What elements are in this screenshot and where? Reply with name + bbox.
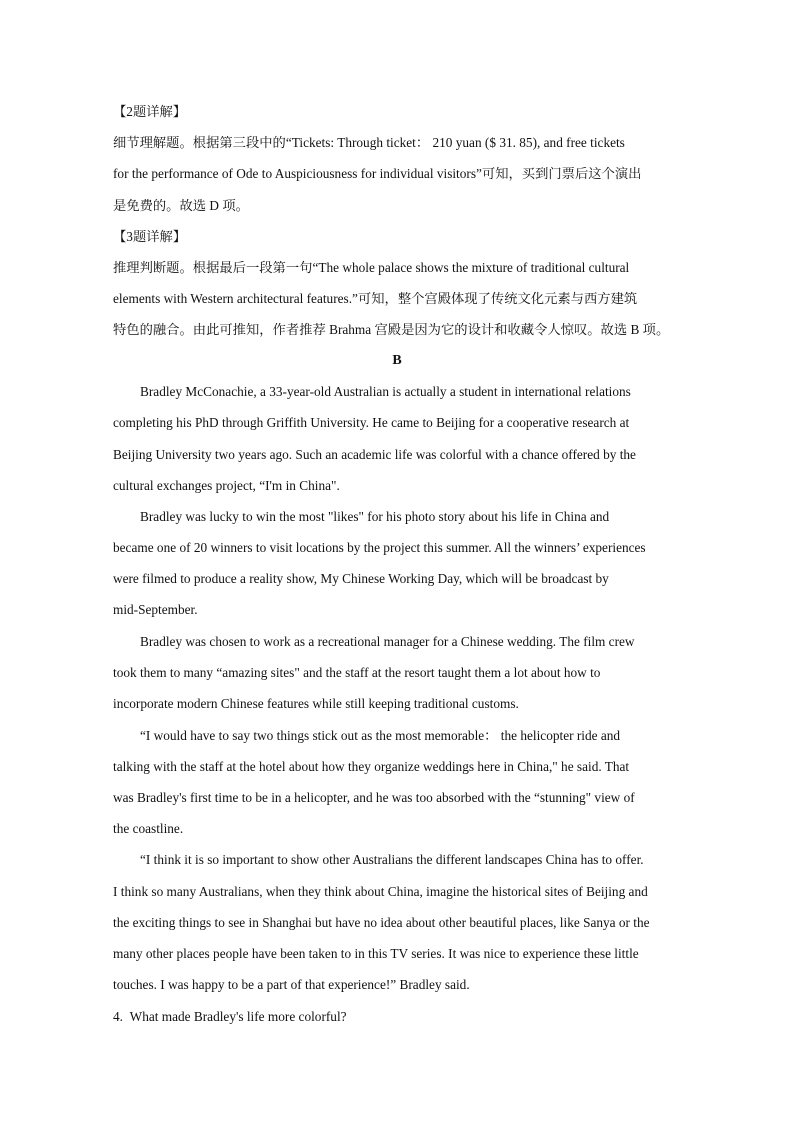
section-3-line-1: 推理判断题。根据最后一段第一句“The whole palace shows the mixture of traditional cultural: [113, 260, 630, 275]
section-3-line-2: elements with Western architectural features.”可知，整个宫殿体现了传统文化元素与西方建筑: [113, 291, 638, 306]
question-4: [113, 1007, 683, 1027]
section-2-line-1: 细节理解题。根据第三段中的“Tickets: Through ticket： 210 yuan ($ 31. 85), and free tickets: [113, 135, 625, 150]
paragraph-4-line-3: was Bradley's first time to be in a helicopter, and he was too absorbed with the “stunning" view of: [113, 790, 635, 805]
paragraph-1-line-1: Bradley McConachie, a 33-year-old Australian is actually a student in international relations: [140, 384, 631, 399]
paragraph-2-line-2: became one of 20 winners to visit locations by the project this summer. All the winners’ experiences: [113, 540, 646, 555]
paragraph-2-line-3: were filmed to produce a reality show, My Chinese Working Day, which will be broadcast by: [113, 571, 609, 586]
paragraph-5-line-5: touches. I was happy to be a part of that experience!” Bradley said.: [113, 977, 470, 992]
paragraph-1-line-4: cultural exchanges project, “I'm in China".: [113, 478, 340, 493]
paragraph-5-line-3: the exciting things to see in Shanghai but have no idea about other beautiful places, like Sanya or the: [113, 915, 650, 930]
paragraph-3-line-3: incorporate modern Chinese features while still keeping traditional customs.: [113, 696, 519, 711]
paragraph-3-line-1: Bradley was chosen to work as a recreational manager for a Chinese wedding. The film crew: [140, 634, 635, 649]
section-2-line-3: 是免费的。故选 D 项。: [113, 198, 249, 213]
paragraph-5-line-1: “I think it is so important to show other Australians the different landscapes China has to offer.: [140, 852, 644, 867]
paragraph-4-line-1: “I would have to say two things stick out as the most memorable： the helicopter ride and: [140, 728, 621, 743]
paragraph-2-line-4: mid-September.: [113, 602, 198, 617]
paragraph-5-line-4: many other places people have been taken to in this TV series. It was nice to experience these little: [113, 946, 639, 961]
paragraph-4-line-2: talking with the staff at the hotel about how they organize weddings here in China," he said. That: [113, 759, 630, 774]
question-number: 4.: [113, 1009, 123, 1024]
paragraph-4-line-4: the coastline.: [113, 821, 184, 836]
paragraph-1-line-3: Beijing University two years ago. Such an academic life was colorful with a chance offered by the: [113, 447, 636, 462]
paragraph-1-line-2: completing his PhD through Griffith University. He came to Beijing for a cooperative research at: [113, 415, 630, 430]
section-2-heading: 【2题详解】: [113, 104, 187, 119]
section-3-line-3: 特色的融合。由此可推知，作者推荐 Brahma 宫殿是因为它的设计和收藏令人惊叹。故选 B 项。: [113, 322, 670, 337]
paragraph-2-line-1: Bradley was lucky to win the most "likes" for his photo story about his life in China and: [140, 509, 610, 524]
paragraph-3-line-2: took them to many “amazing sites" and the staff at the resort taught them a lot about how to: [113, 665, 601, 680]
question-text: What made Bradley's life more colorful?: [129, 1009, 347, 1024]
section-3-heading: 【3题详解】: [113, 229, 187, 244]
passage-title: B: [392, 353, 402, 368]
section-2-line-2: for the performance of Ode to Auspiciousness for individual visitors”可知，买到门票后这个演出: [113, 166, 642, 181]
paragraph-5-line-2: I think so many Australians, when they think about China, imagine the historical sites of Beijing and: [113, 884, 648, 899]
